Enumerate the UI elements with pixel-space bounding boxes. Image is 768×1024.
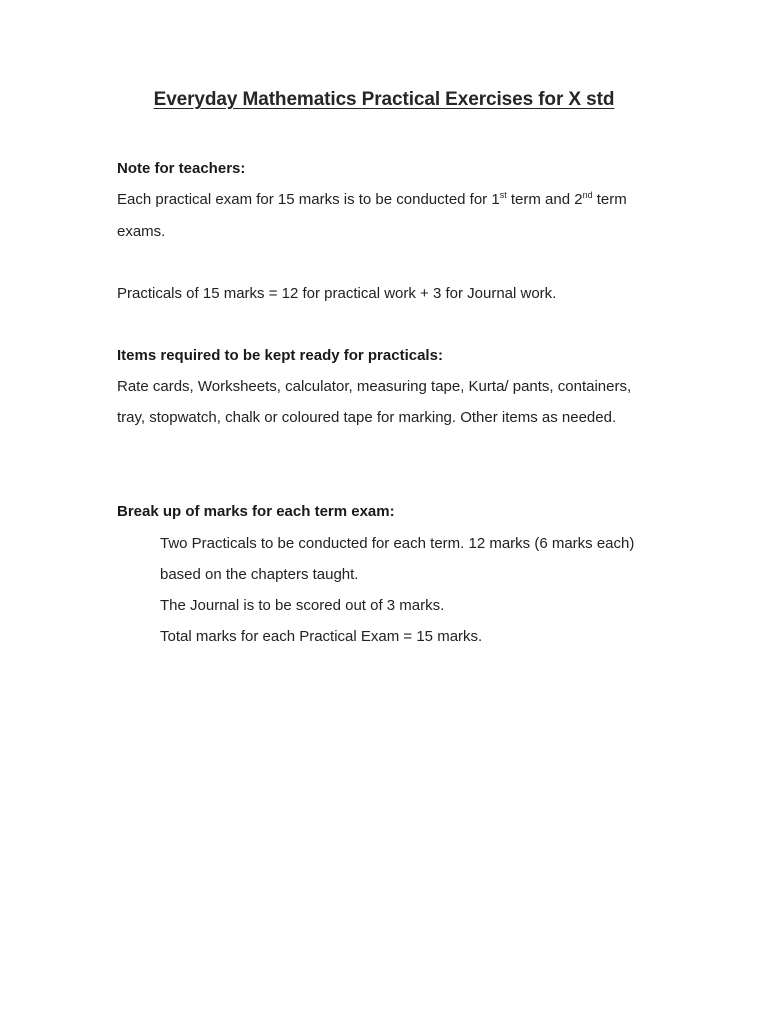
note-line-1-text-a: Each practical exam for 15 marks is to be conducted for 1 — [117, 191, 500, 208]
note-heading: Note for teachers: — [117, 160, 246, 177]
note-line-1 — [117, 190, 627, 210]
note-line-1-text-b: term and 2 — [506, 191, 583, 208]
note-line-2: exams. — [117, 223, 166, 240]
ordinal-suffix-first: st — [499, 190, 507, 200]
breakup-line-2: based on the chapters taught. — [160, 566, 359, 583]
items-line-1: Rate cards, Worksheets, calculator, measuring tape, Kurta/ pants, containers, — [117, 378, 632, 395]
items-line-2: tray, stopwatch, chalk or coloured tape for marking. Other items as needed. — [117, 409, 617, 426]
breakup-line-1: Two Practicals to be conducted for each term. 12 marks (6 marks each) — [160, 535, 635, 552]
breakup-heading: Break up of marks for each term exam: — [117, 503, 395, 520]
practicals-marks-line: Practicals of 15 marks = 12 for practical work + 3 for Journal work. — [117, 285, 557, 302]
breakup-line-3: The Journal is to be scored out of 3 marks. — [160, 597, 445, 614]
breakup-line-4: Total marks for each Practical Exam = 15 marks. — [160, 628, 483, 645]
document-title: Everyday Mathematics Practical Exercises for X std — [153, 89, 615, 110]
ordinal-suffix-second: nd — [582, 190, 593, 200]
items-heading: Items required to be kept ready for practicals: — [117, 347, 443, 364]
note-line-1-text-c: term — [592, 191, 627, 208]
